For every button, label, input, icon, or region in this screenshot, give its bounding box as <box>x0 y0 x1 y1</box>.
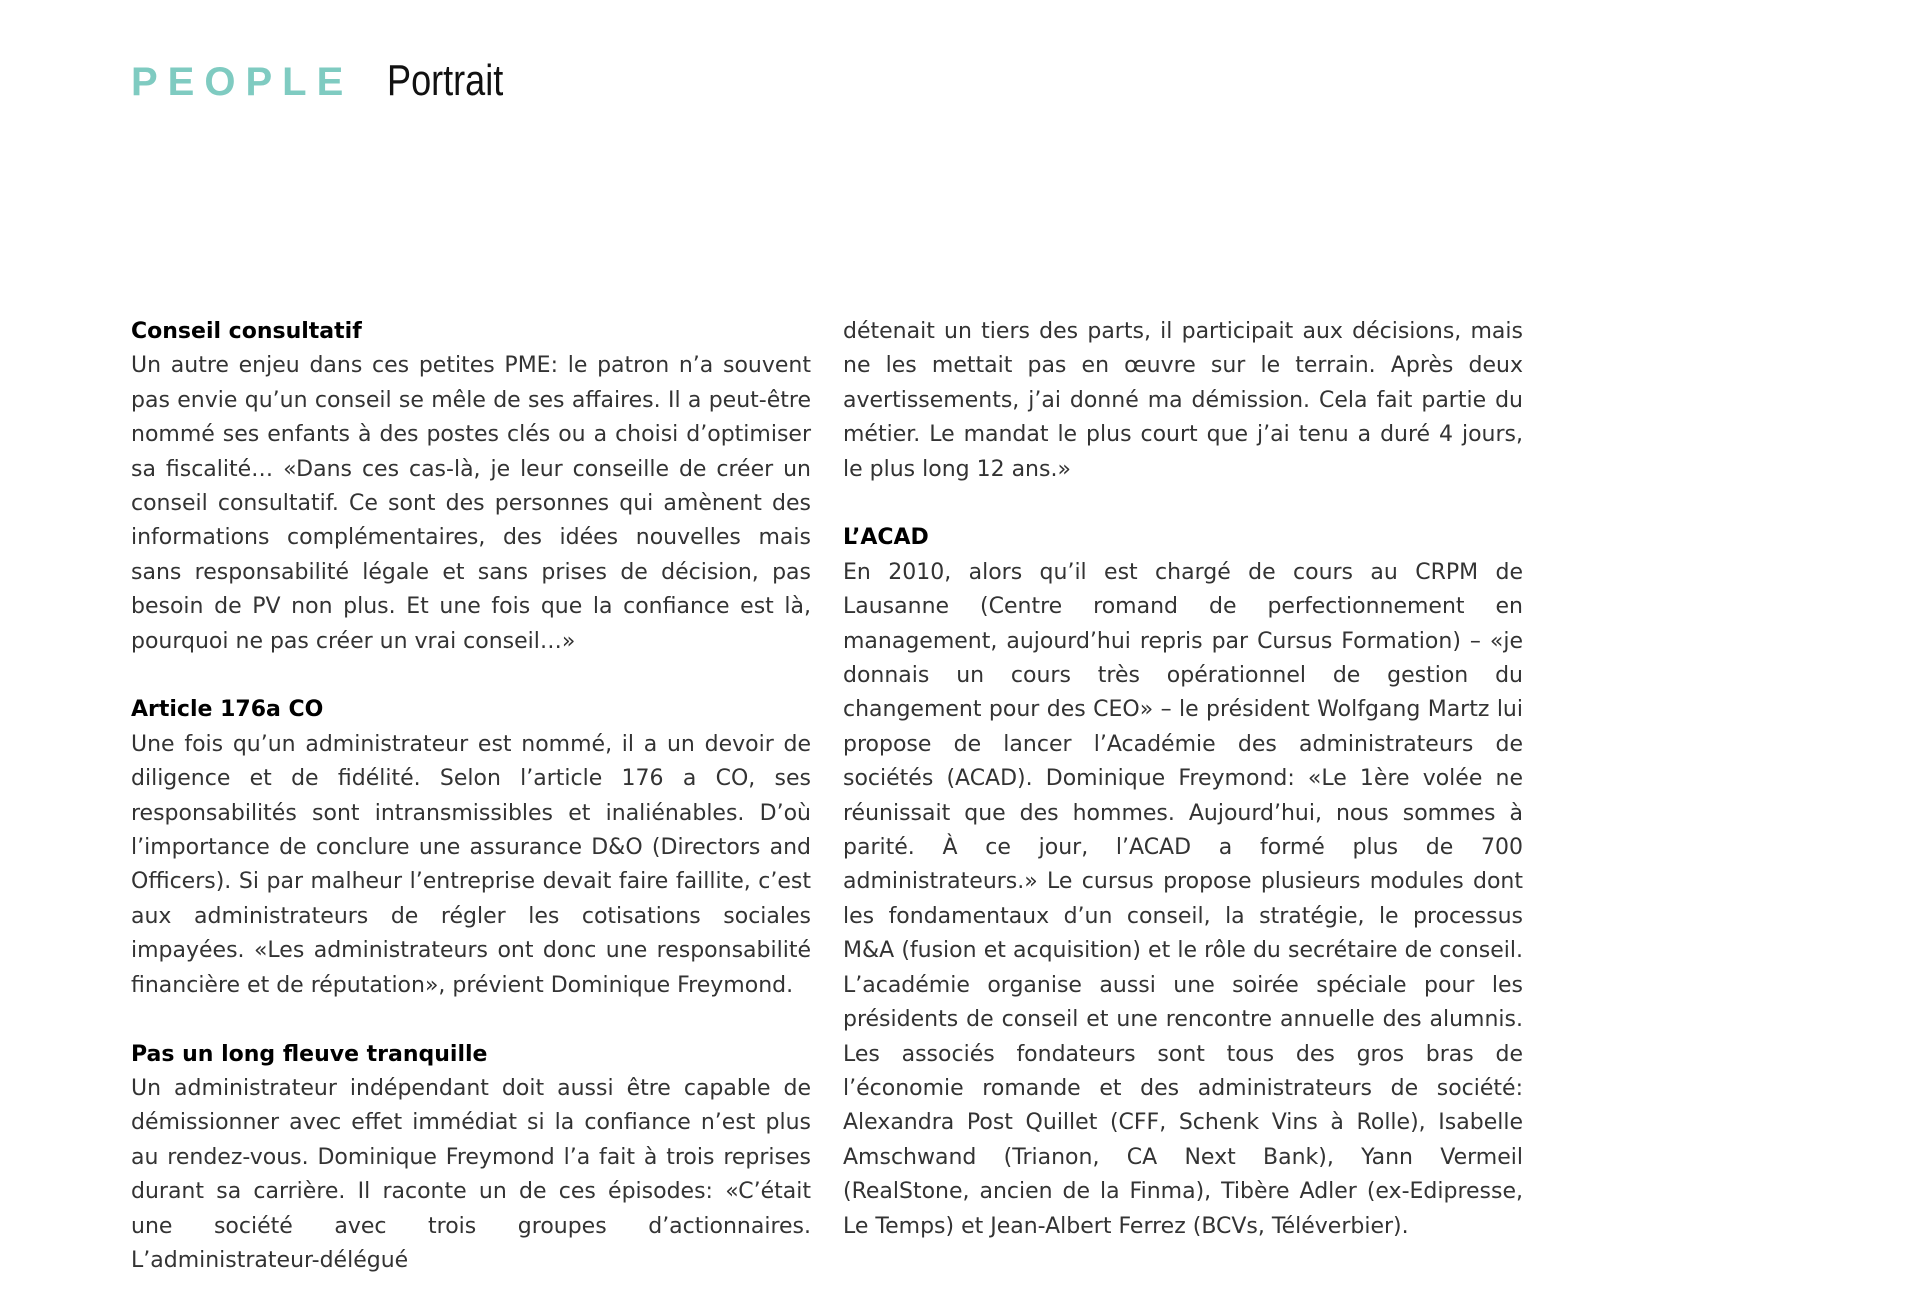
article-block-conseil-consultatif <box>131 315 811 659</box>
section-subtitle: Portrait <box>387 56 504 105</box>
block-body: détenait un tiers des parts, il participait aux décisions, mais ne les mettait pas en œuvre sur le terrain. Après deux avertissements, j’ai donné ma démission. Cela fait partie du métier. Le mandat le plus court que j’ai tenu a duré 4 jours, le plus long 12 ans.» <box>843 319 1523 482</box>
page-header <box>131 56 529 106</box>
article-block-fleuve-tranquille <box>131 1038 811 1279</box>
block-heading: L’ACAD <box>843 525 929 551</box>
block-body: En 2010, alors qu’il est chargé de cours au CRPM de Lausanne (Centre romand de perfectionnement en management, aujourd’hui repris par Cursus Formation) – «je donnais un cours très opérationnel de gestion du changement pour des CEO» – le président Wolfgang Martz lui propose de lancer l’Académie des administrateurs de sociétés (ACAD). Dominique Freymond: «Le 1ère volée ne réunissait que des hommes. Aujourd’hui, nous sommes à parité. À ce jour, l’ACAD a formé plus de 700 administrateurs.» Le cursus propose plusieurs modules dont les fondamentaux d’un conseil, la stratégie, le processus M&A (fusion et acquisition) et le rôle du secrétaire de conseil. L’académie organise aussi une soirée spéciale pour les présidents de conseil et une rencontre annuelle des alumnis. Les associés fondateurs sont tous des gros bras de l’économie romande et des administrateurs de société: Alexandra Post Quillet (CFF, Schenk Vins à Rolle), Isabelle Amschwand (Trianon, CA Next Bank), Yann Vermeil (RealStone, ancien de la Finma), Tibère Adler (ex-Edipresse, Le Temps) et Jean-Albert Ferrez (BCVs, Téléverbier). <box>843 559 1523 1239</box>
block-heading: Conseil consultatif <box>131 319 362 344</box>
left-column <box>131 315 811 1313</box>
block-heading: Article 176a CO <box>131 697 324 723</box>
article-block-acad <box>843 521 1523 1244</box>
block-body: Un autre enjeu dans ces petites PME: le patron n’a souvent pas envie qu’un conseil se mêle de ses affaires. Il a peut-être nommé ses enfants à des postes clés ou a choisi d’optimiser sa fiscalité… «Dans ces cas-là, je leur conseille de créer un conseil consultatif. Ce sont des personnes qui amènent des informations complémentaires, des idées nouvelles mais sans responsabilité légale et sans prises de décision, pas besoin de PV non plus. Et une fois que la confiance est là, pourquoi ne pas créer un vrai conseil…» <box>131 353 811 654</box>
article-block-article-176a <box>131 693 811 1003</box>
block-body: Un administrateur indépendant doit aussi être capable de démissionner avec effet immédiat si la confiance n’est plus au rendez-vous. Dominique Freymond l’a fait à trois reprises durant sa carrière. Il raconte un de ces épisodes: «C’était une société avec trois groupes d’actionnaires. L’administrateur-délégué <box>131 1075 811 1273</box>
section-label: PEOPLE <box>131 60 354 104</box>
right-column <box>843 315 1523 1278</box>
block-heading: Pas un long fleuve tranquille <box>131 1041 488 1067</box>
block-body: Une fois qu’un administrateur est nommé, il a un devoir de diligence et de fidélité. Selon l’article 176 a CO, ses responsabilités sont intransmissibles et inaliénables. D’où l’importance de conclure une assurance D&O (Directors and Officers). Si par malheur l’entreprise devait faire faillite, c’est aux administrateurs de régler les cotisations sociales impayées. «Les administrateurs ont donc une responsabilité financière et de réputation», prévient Dominique Freymond. <box>131 731 811 998</box>
article-block-continuation <box>843 315 1523 487</box>
